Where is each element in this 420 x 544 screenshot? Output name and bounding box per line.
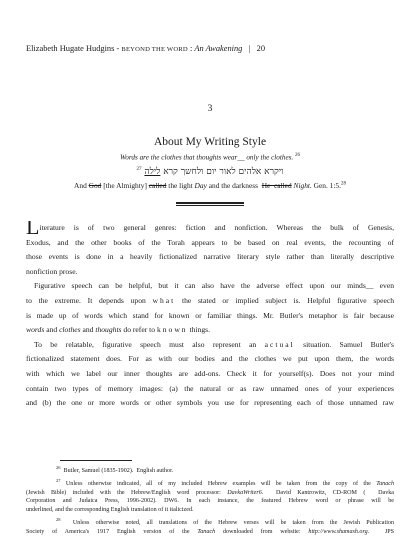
hebrew-text bbox=[144, 167, 283, 177]
divider-thin-rule bbox=[176, 205, 244, 206]
footnote-ref-27: 27 bbox=[136, 167, 142, 172]
paragraph-3-line-5: and (b) the one or more words or other symbols you use for representing each of those unnamed raw bbox=[26, 398, 394, 408]
body-text bbox=[26, 221, 394, 411]
footnote-ref-28: 28 bbox=[340, 181, 346, 187]
footnote-ref-26: 26 bbox=[295, 153, 301, 158]
struck-word-god: God bbox=[88, 181, 102, 190]
struck-word-he-called: He called bbox=[261, 181, 292, 190]
footnotes bbox=[26, 464, 394, 538]
translation-part: And bbox=[74, 181, 89, 190]
line-text: and bbox=[80, 325, 96, 335]
footnote-line: Corporation and Judaica Press, 1996-2002). DW6. In each instance, the featured Hebrew word or phrase will be bbox=[26, 498, 394, 505]
drop-cap: L bbox=[26, 221, 40, 236]
spaced-word-actual: actual bbox=[264, 339, 295, 349]
paragraph-1-line-4: nonfiction prose. bbox=[26, 266, 78, 276]
footnote-27 bbox=[26, 477, 394, 514]
hebrew-underlined-word: לילה bbox=[144, 167, 161, 177]
chapter-epigraph bbox=[0, 153, 420, 161]
italic-word: Tanach bbox=[376, 481, 394, 488]
footnote-separator bbox=[60, 460, 132, 461]
line-text: situation. Samuel Butler's bbox=[294, 339, 394, 349]
line-text: things. bbox=[187, 325, 210, 335]
italic-word-night: Night. bbox=[293, 181, 312, 190]
footnote-line: underlined, and the corresponding English translation of it italicized. bbox=[26, 506, 194, 513]
footnote-number: 26 bbox=[56, 465, 61, 470]
footnote-text: Butler, Samuel (1835-1902). English author. bbox=[60, 468, 174, 475]
paragraph-3-line-3: with which we label our inner thoughts are add-ons. Check it for yourself(s). Does not your mind bbox=[26, 368, 394, 378]
paragraph-1-line-2: Exodus, and the other books of the Torah appears to be based on real events, the recounting of bbox=[26, 237, 394, 247]
divider-thick-rule bbox=[176, 202, 244, 204]
chapter-title: About My Writing Style bbox=[153, 136, 267, 148]
running-header bbox=[26, 44, 265, 53]
line-text: iterature is of two general genres: fiction and nonfiction. Whereas the bulk of Genesis, bbox=[39, 223, 394, 232]
paragraph-1-line-3: those events is done in a heavily fictionalized narrative literary style rather than literally descriptive bbox=[26, 252, 394, 262]
hebrew-verse bbox=[0, 166, 420, 177]
footnote-number: 27 bbox=[56, 478, 61, 484]
footnote-text: Unless otherwise noted, all translations of the Hebrew verses will be taken from the Jewish Publication bbox=[60, 520, 394, 527]
paragraph-3-line-2: fictionalized statement does. For as with our bodies and the clothes we put upon them, the words bbox=[26, 354, 394, 364]
translation-part: and the darkness bbox=[206, 181, 262, 190]
translation-part: [the Almighty] bbox=[101, 181, 149, 190]
footnote-line bbox=[26, 489, 394, 498]
footnote-line bbox=[26, 528, 394, 537]
paragraph-2-line-4 bbox=[26, 323, 394, 338]
verse-citation: Gen. 1:5. bbox=[311, 181, 341, 190]
footnote-line bbox=[26, 477, 394, 489]
spaced-word-known: known bbox=[156, 325, 188, 335]
verse-translation bbox=[0, 181, 420, 190]
book-title: BEYOND THE WORD bbox=[121, 46, 188, 53]
line-text: to the extreme. It depends upon bbox=[26, 295, 153, 305]
footnote-line bbox=[26, 464, 394, 476]
italic-word: words bbox=[26, 325, 45, 335]
epigraph-text: Words are the clothes that thoughts wear__ only the clothes. bbox=[119, 153, 294, 162]
line-text: To be relatable, figurative speech must also represent an bbox=[34, 339, 265, 349]
footnote-text: David Kantrowitz, CD-ROM ( Davka bbox=[263, 489, 394, 496]
page-divider: | bbox=[242, 44, 257, 53]
paragraph-3-line-4: contain two types of memory images: (a) the natural or as raw unnamed ones of your experiences bbox=[26, 383, 394, 393]
struck-word-called: called bbox=[148, 181, 167, 190]
paragraph-2-line-1: Figurative speech can be helpful, but it can also have the adverse effect upon our minds__ even bbox=[34, 281, 394, 291]
footnote-26 bbox=[26, 464, 394, 476]
header-separator: : bbox=[187, 44, 195, 53]
footnote-text: Unless otherwise indicated, all of my included Hebrew examples will be taken from the copy of the bbox=[60, 481, 377, 488]
book-subtitle: An Awakening bbox=[194, 44, 243, 53]
italic-word: DavkaWriter6. bbox=[227, 489, 264, 496]
italic-word: Tanach bbox=[197, 528, 216, 535]
paragraph-3-line-1 bbox=[26, 338, 394, 353]
paragraph-2-line-2 bbox=[26, 294, 394, 309]
hebrew-main: ויקרא אלהים לאור יום ולחשך קרא bbox=[160, 167, 284, 177]
footnote-number: 28 bbox=[56, 517, 61, 523]
translation-part: the light bbox=[166, 181, 195, 190]
line-text: the stated or implied subject is. Helpful figurative speech bbox=[175, 295, 394, 305]
line-text: do refer to bbox=[121, 325, 157, 335]
line-text: and bbox=[44, 325, 60, 335]
footnote-text: (Jewish Bible) included with the Hebrew/English word processor: bbox=[26, 489, 228, 496]
section-divider bbox=[176, 202, 244, 207]
page-number: 20 bbox=[256, 44, 265, 53]
paragraph-2-line-3: is made up of words which stand for known or familiar things. Mr. Butler's metaphor is fair because bbox=[26, 310, 394, 320]
chapter-number: 3 bbox=[207, 104, 213, 114]
footnote-text: Society of America's 1917 English version of the bbox=[26, 528, 198, 535]
footnote-text: downloaded from website: bbox=[215, 528, 309, 535]
footnote-text: JPS bbox=[369, 528, 395, 535]
italic-word: clothes bbox=[59, 325, 81, 335]
author-name: Elizabeth Hugate Hudgins - bbox=[26, 44, 122, 53]
source-url: http://www.shamash.org. bbox=[308, 528, 370, 535]
footnote-28 bbox=[26, 516, 394, 536]
italic-word-day: Day bbox=[194, 181, 207, 190]
paragraph-1-line-1 bbox=[26, 221, 394, 236]
footnote-line bbox=[26, 516, 394, 528]
spaced-word-what: what bbox=[152, 295, 176, 305]
italic-word: thoughts bbox=[95, 325, 122, 335]
